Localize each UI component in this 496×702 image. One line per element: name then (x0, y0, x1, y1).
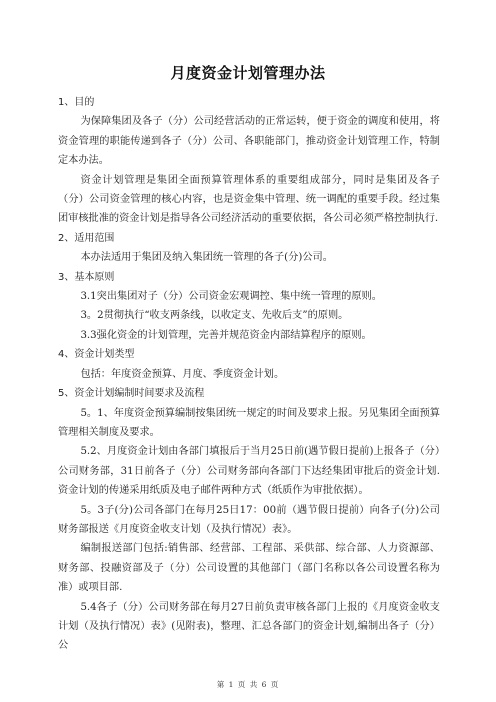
paragraph: 3.3强化资金的计划管理，完善并规范资金内部结算程序的原则。 (80, 329, 372, 341)
section-heading: 4、资金计划类型 (58, 349, 135, 361)
document-title: 月度资金计划管理办法 (170, 64, 326, 82)
section-heading: 2、适用范围 (58, 232, 115, 244)
section-heading: 5、资金计划编制时间要求及流程 (58, 388, 205, 400)
paragraph: 5。1、年度资金预算编制按集团统一规定的时间及要求上报。另见集团全面预算管理相关制度及要求。 (58, 407, 440, 438)
paragraph: 5.4各子（分）公司财务部在每月27日前负责审核各部门上报的《月度资金收支计划（及执行情况）表》(见附表)，整理、汇总各部门的资金计划,编制出各子（分）公 (58, 601, 440, 652)
paragraph: 5。3子(分)公司各部门在每月25日17：00前（遇节假日提前）向各子(分)公司财务部报送《月度资金收支计划（及执行情况）表》。 (58, 504, 440, 535)
paragraph: 为保障集团及各子（分）公司经营活动的正常运转，便于资金的调度和使用，将资金管理的职能传递到各子（分）公司、各职能部门，推动资金计划管理工作，特制定本办法。 (58, 116, 440, 167)
paragraph: 3.1突出集团对子（分）公司资金宏观调控、集中统一管理的原则。 (80, 291, 382, 303)
paragraph: 编制报送部门包括:销售部、经营部、工程部、采供部、综合部、人力资源部、财务部、投融资部及子（分）公司设置的其他部门（部门名称以各公司设置名称为准）或项目部. (58, 543, 440, 594)
paragraph: 资金计划管理是集团全面预算管理体系的重要组成部分，同时是集团及各子（分）公司资金管理的核心内容，也是资金集中管理、统一调配的重要手段。经过集团审核批准的资金计划是指导各公司经济活动的重要依据，各公司必须严格控制执行. (58, 174, 440, 225)
paragraph: 3。2贯彻执行“收支两条线，以收定支、先收后支”的原则。 (80, 310, 349, 322)
paragraph: 5.2、月度资金计划由各部门填报后于当月25日前(遇节假日提前)上报各子（分）公司财务部，31日前各子（分）公司财务部向各部门下达经集团审批后的资金计划.资金计划的传递采用纸质及电子邮件两种方式（纸质作为审批依据）。 (58, 446, 440, 497)
section-heading: 3、基本原则 (58, 271, 115, 283)
paragraph: 包括：年度资金预算、月度、季度资金计划。 (80, 368, 285, 380)
section-heading: 1、目的 (58, 97, 95, 108)
paragraph: 本办法适用于集团及纳入集团统一管理的各子(分)公司。 (80, 252, 333, 264)
document-body (58, 93, 440, 656)
page-footer: 第 1 页 共 6 页 (216, 680, 280, 689)
